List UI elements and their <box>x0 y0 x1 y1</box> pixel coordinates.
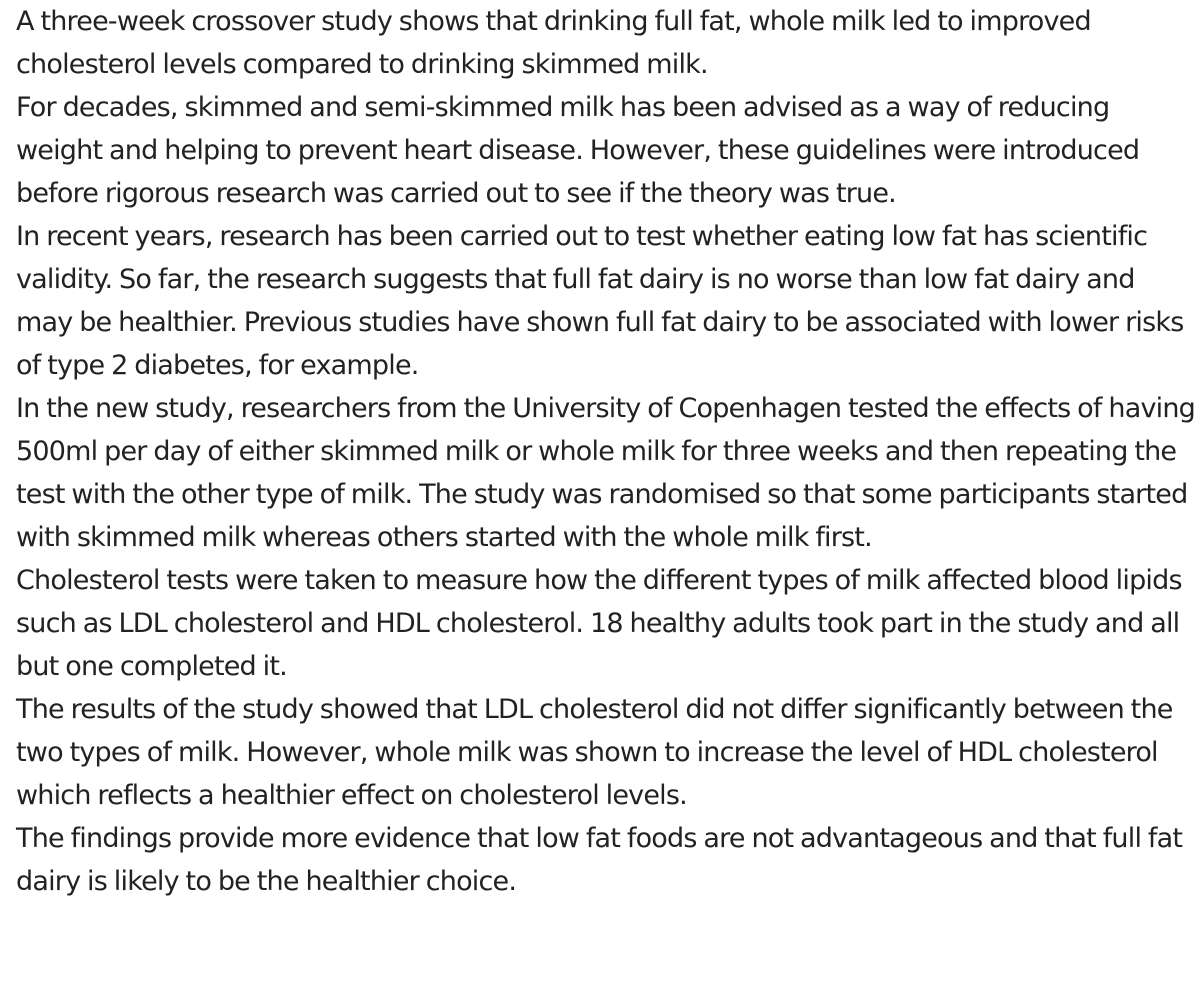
paragraph-conclusion: The findings provide more evidence that low fat foods are not advantageous and that full fat dairy is likely to be the healthier choice. <box>16 823 1183 897</box>
paragraph-background: For decades, skimmed and semi-skimmed milk has been advised as a way of reducing weight and helping to prevent heart disease. However, these guidelines were introduced before rigorous research was carried out to see if the theory was true. <box>16 92 1140 209</box>
paragraph-results: The results of the study showed that LDL cholesterol did not differ significantly between the two types of milk. However, whole milk was shown to increase the level of HDL cholesterol which reflects a healthier effect on cholesterol levels. <box>16 694 1173 811</box>
article-body <box>16 0 1196 903</box>
paragraph-recent-research: In recent years, research has been carried out to test whether eating low fat has scientific validity. So far, the research suggests that full fat dairy is no worse than low fat dairy and may be healthier. Previous studies have shown full fat dairy to be associated with lower risks of type 2 diabetes, for example. <box>16 221 1184 381</box>
paragraph-intro: A three-week crossover study shows that drinking full fat, whole milk led to improved cholesterol levels compared to drinking skimmed milk. <box>16 6 1091 80</box>
paragraph-measurements: Cholesterol tests were taken to measure how the different types of milk affected blood lipids such as LDL cholesterol and HDL cholesterol. 18 healthy adults took part in the study and all but one completed it. <box>16 565 1182 682</box>
paragraph-study-design: In the new study, researchers from the University of Copenhagen tested the effects of having 500ml per day of either skimmed milk or whole milk for three weeks and then repeating the test with the other type of milk. The study was randomised so that some participants started with skimmed milk whereas others started with the whole milk first. <box>16 393 1195 553</box>
